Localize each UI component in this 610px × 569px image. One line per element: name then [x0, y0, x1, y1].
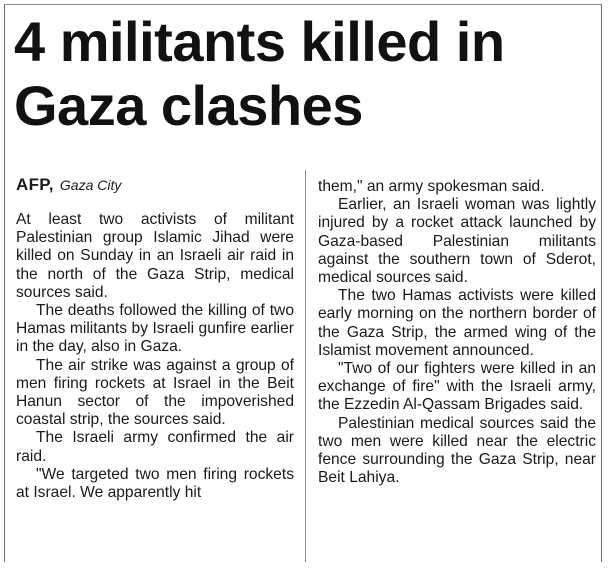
paragraph: At least two activists of militant Palestinian group Islamic Jihad were killed on Sunday in an Israeli air raid in the north of the Gaza Strip, medical sources said.: [16, 211, 294, 301]
byline-agency: AFP,: [16, 175, 54, 194]
column-divider: [305, 170, 306, 562]
article-column-right: [318, 178, 596, 487]
paragraph: "We targeted two men firing rockets at Israel. We apparently hit: [16, 465, 294, 502]
paragraph: The two Hamas activists were killed early morning on the northern border of the Gaza Strip, the armed wing of the Islamist movement announced.: [318, 287, 596, 359]
paragraph: The air strike was against a group of men firing rockets at Israel in the Beit Hanun sector of the impoverished coastal strip, the sources said.: [16, 356, 294, 429]
byline: [16, 176, 121, 195]
paragraph: The Israeli army confirmed the air raid.: [16, 429, 294, 465]
paragraph: Earlier, an Israeli woman was lightly injured by a rocket attack launched by Gaza-based Palestinian militants against the southern town of Sderot, medical sources said.: [318, 196, 596, 287]
paragraph: The deaths followed the killing of two Hamas militants by Israeli gunfire earlier in the day, also in Gaza.: [16, 302, 294, 356]
paragraph: "Two of our fighters were killed in an exchange of fire" with the Israeli army, the Ezzedin Al-Qassam Brigades said.: [318, 360, 596, 414]
paragraph: them," an army spokesman said.: [318, 178, 545, 195]
headline: 4 militants killed in Gaza clashes: [14, 10, 505, 137]
paragraph: Palestinian medical sources said the two men were killed near the electric fence surrounding the Gaza Strip, near Beit Lahiya.: [318, 414, 596, 487]
byline-place: Gaza City: [59, 177, 122, 193]
